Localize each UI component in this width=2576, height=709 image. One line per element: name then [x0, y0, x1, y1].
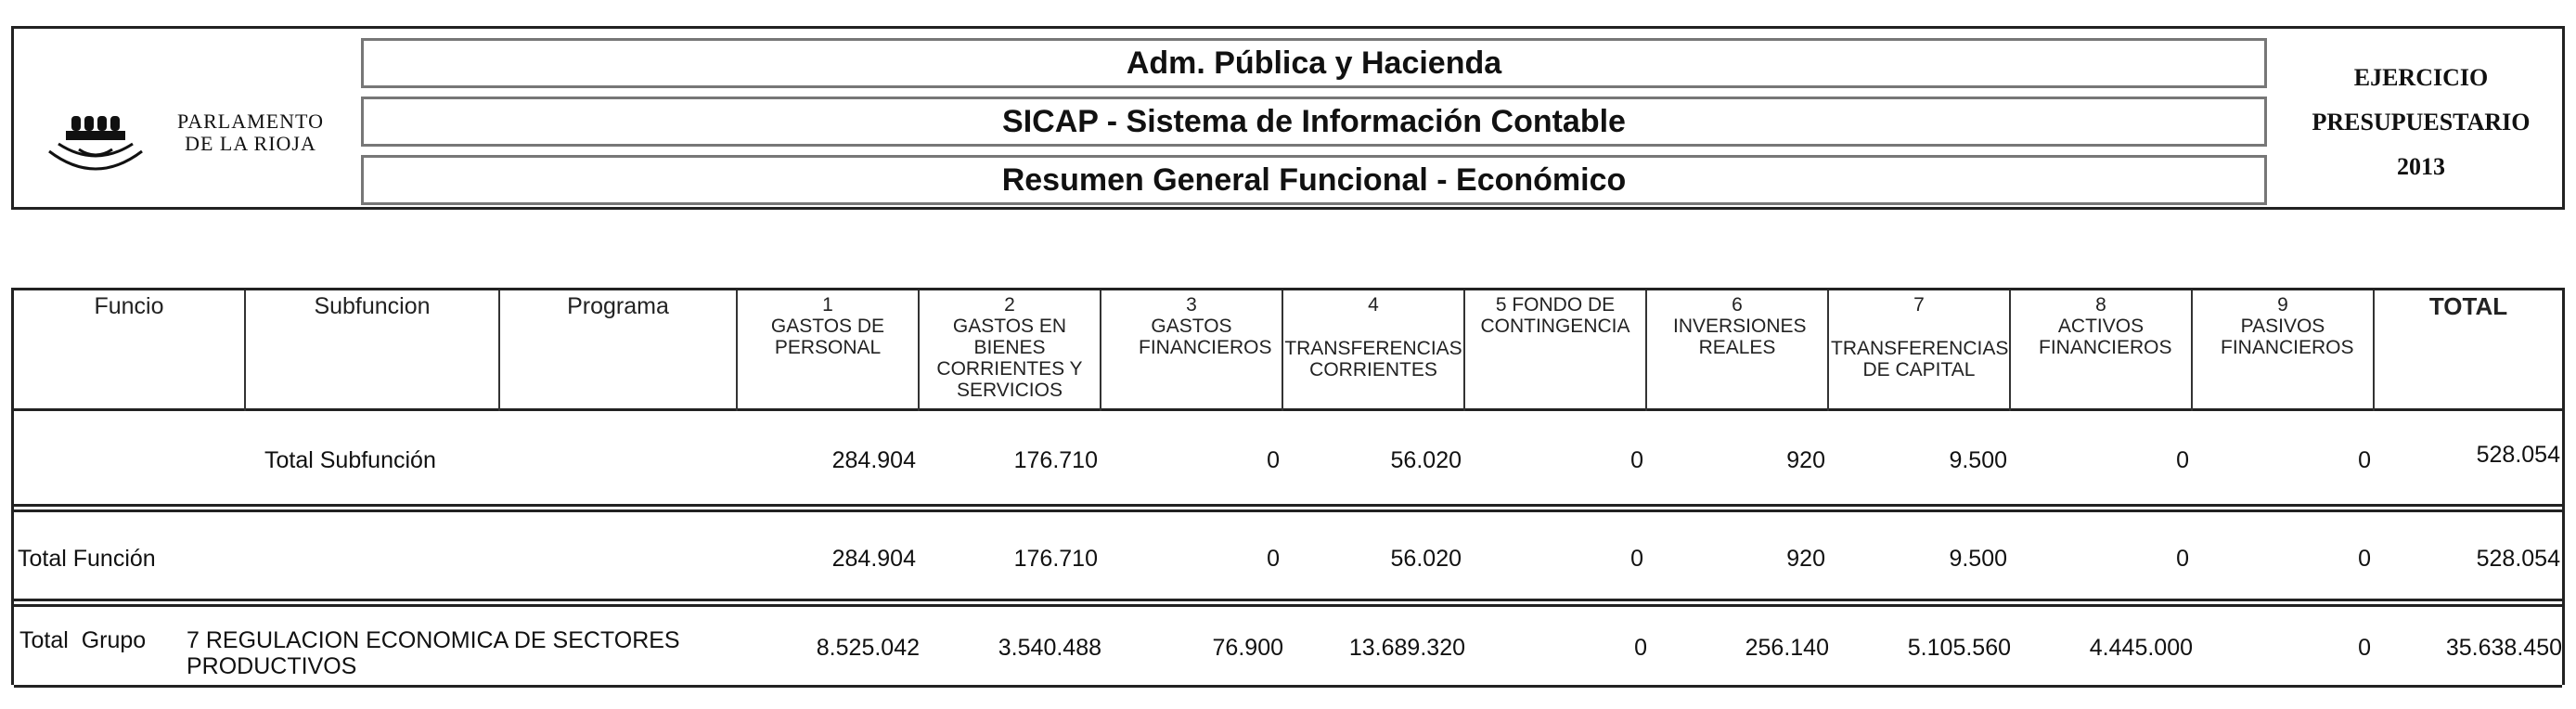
logo-line-2: DE LA RIOJA — [185, 132, 316, 155]
col-header-transferencias-capital — [1829, 290, 2011, 411]
cell-transferencias-capital: 9.500 — [1949, 447, 2007, 473]
col-label: GASTOS FINANCIEROS — [1139, 316, 1272, 358]
cell-transferencias-capital: 5.105.560 — [1907, 635, 2011, 661]
col-number: 9 — [2277, 294, 2288, 316]
table-row-total-funcion — [14, 512, 2562, 601]
col-header-funcio — [14, 290, 246, 411]
cell-gastos-bienes: 3.540.488 — [998, 635, 1101, 661]
cell-gastos-personal: 284.904 — [831, 447, 916, 473]
col-header-subfuncion — [246, 290, 500, 411]
cell-gastos-financieros: 0 — [1267, 546, 1280, 572]
col-number: 3 — [1186, 294, 1197, 316]
col-header-pasivos-financieros — [2193, 290, 2375, 411]
cell-transferencias-corrientes: 56.020 — [1390, 546, 1462, 572]
cell-gastos-personal: 8.525.042 — [816, 635, 920, 661]
cell-inversiones-reales: 920 — [1786, 447, 1825, 473]
table-header — [14, 290, 2562, 411]
col-label: PASIVOS FINANCIEROS — [2221, 316, 2354, 358]
col-header-gastos-personal — [738, 290, 920, 411]
cell-gastos-personal: 284.904 — [831, 546, 916, 572]
cell-inversiones-reales: 920 — [1786, 546, 1825, 572]
budget-summary-table — [11, 288, 2565, 685]
col-label: Funcio — [94, 293, 164, 319]
row-label: Total Grupo — [19, 627, 147, 653]
cell-total: 35.638.450 — [2445, 635, 2562, 661]
logo-line-1: PARLAMENTO — [177, 110, 324, 133]
parliament-logo-icon — [42, 103, 144, 185]
col-header-total — [2375, 290, 2562, 411]
cell-gastos-financieros: 0 — [1267, 447, 1280, 473]
col-label: Subfuncion — [314, 293, 431, 319]
col-label: INVERSIONES REALES — [1673, 316, 1807, 358]
col-label: GASTOS DE PERSONAL — [770, 316, 885, 358]
row-label: Total Subfunción — [264, 447, 436, 473]
col-header-programa — [500, 290, 738, 411]
col-header-fondo-contingencia — [1465, 290, 1647, 411]
table-row-total-subfuncion — [14, 414, 2562, 507]
group-name: 7 REGULACION ECONOMICA DE SECTORES PRODUCTIVOS — [187, 627, 680, 679]
col-label: ACTIVOS FINANCIEROS — [2039, 316, 2172, 358]
col-label: GASTOS EN BIENES CORRIENTES Y SERVICIOS — [936, 316, 1083, 401]
title-system: SICAP - Sistema de Información Contable — [361, 97, 2267, 147]
cell-transferencias-corrientes: 56.020 — [1390, 447, 1462, 473]
fiscal-year-label-1: EJERCICIO — [2353, 64, 2489, 91]
cell-activos-financieros: 4.445.000 — [2089, 635, 2193, 661]
cell-transferencias-capital: 9.500 — [1949, 546, 2007, 572]
col-number: 4 — [1368, 294, 1379, 316]
cell-gastos-bienes: 176.710 — [1013, 546, 1098, 572]
col-label: TRANSFERENCIAS CORRIENTES — [1284, 338, 1462, 380]
cell-pasivos-financieros: 0 — [2358, 546, 2371, 572]
fiscal-year-block — [2274, 29, 2568, 207]
cell-gastos-bienes: 176.710 — [1013, 447, 1098, 473]
cell-pasivos-financieros: 0 — [2358, 635, 2371, 661]
col-header-gastos-financieros — [1101, 290, 1283, 411]
cell-fondo-contingencia: 0 — [1634, 635, 1647, 661]
col-label: TRANSFERENCIAS DE CAPITAL — [1831, 338, 2009, 380]
col-number: 8 — [2095, 294, 2106, 316]
cell-fondo-contingencia: 0 — [1630, 447, 1643, 473]
report-header — [11, 26, 2565, 210]
logo-block — [14, 29, 357, 207]
cell-transferencias-corrientes: 13.689.320 — [1348, 635, 1465, 661]
col-header-inversiones-reales — [1647, 290, 1829, 411]
cell-inversiones-reales: 256.140 — [1745, 635, 1829, 661]
col-number: 7 — [1913, 294, 1925, 316]
col-header-activos-financieros — [2011, 290, 2193, 411]
title-report: Resumen General Funcional - Económico — [361, 155, 2267, 205]
row-label: Total Función — [18, 546, 156, 572]
col-header-transferencias-corrientes — [1283, 290, 1465, 411]
table-row-total-grupo — [14, 607, 2562, 688]
cell-activos-financieros: 0 — [2176, 447, 2189, 473]
cell-activos-financieros: 0 — [2176, 546, 2189, 572]
logo-text — [162, 110, 339, 155]
col-number: 2 — [1004, 294, 1015, 316]
col-number: 6 — [1732, 294, 1743, 316]
fiscal-year-label-2: PRESUPUESTARIO — [2312, 109, 2531, 135]
title-department: Adm. Pública y Hacienda — [361, 38, 2267, 88]
col-header-gastos-bienes — [920, 290, 1101, 411]
col-label: TOTAL — [2428, 292, 2508, 320]
cell-gastos-financieros: 76.900 — [1212, 635, 1283, 661]
fiscal-year-value: 2013 — [2397, 153, 2445, 180]
cell-pasivos-financieros: 0 — [2358, 447, 2371, 473]
col-label: Programa — [567, 293, 669, 319]
cell-total: 528.054 — [2476, 442, 2560, 468]
cell-fondo-contingencia: 0 — [1630, 546, 1643, 572]
col-number: 1 — [822, 294, 833, 316]
col-label: 5 FONDO DE CONTINGENCIA — [1480, 294, 1630, 337]
cell-total: 528.054 — [2476, 546, 2560, 572]
